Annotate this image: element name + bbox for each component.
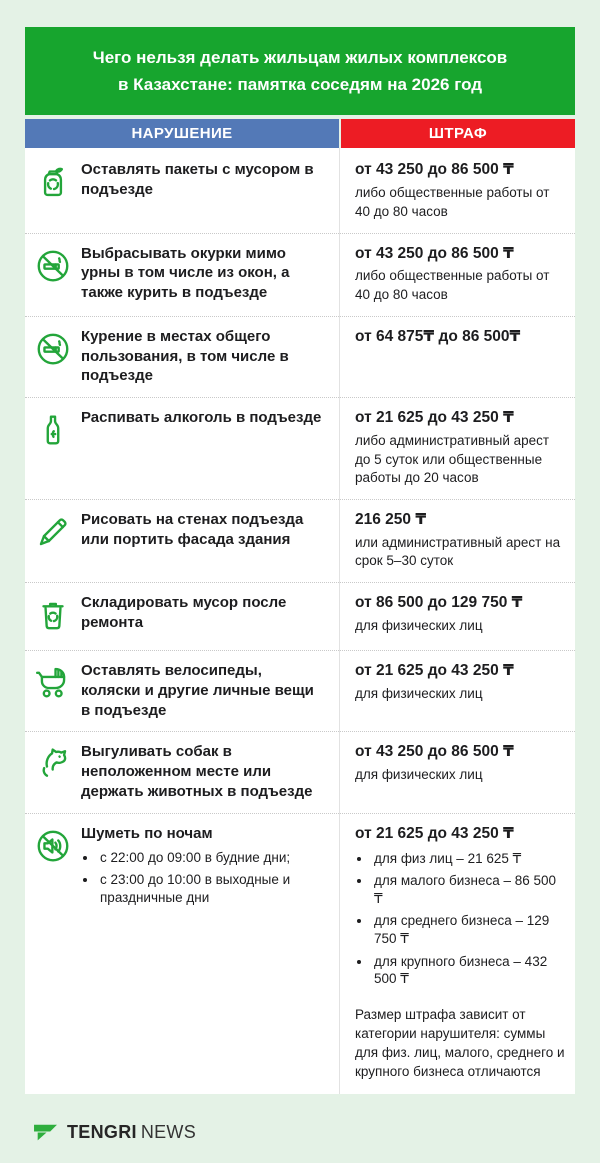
no-noise-icon xyxy=(34,827,72,870)
table-row xyxy=(25,150,575,232)
brand-name xyxy=(67,1122,196,1143)
no-smoking-icon xyxy=(34,247,72,290)
violation-text: Выгуливать собак в неположенном месте или держать животных в подъезде xyxy=(81,743,313,801)
stroller-icon xyxy=(34,664,72,707)
garbage-bag-icon xyxy=(34,163,72,206)
no-smoking-icon xyxy=(34,330,72,373)
table-row xyxy=(25,397,575,499)
pencil-icon xyxy=(34,513,72,556)
violation-icon-cell xyxy=(25,742,81,801)
brand-name-primary: TENGRI xyxy=(67,1122,137,1143)
violation-icon-cell xyxy=(25,824,81,1081)
violation-cell xyxy=(81,661,339,720)
footer xyxy=(25,1120,575,1145)
table-row xyxy=(25,813,575,1092)
table-row xyxy=(25,316,575,397)
fine-note: для физических лиц xyxy=(355,618,483,633)
violation-cell xyxy=(81,824,339,1081)
fine-amount: от 64 875₸ до 86 500₸ xyxy=(355,327,521,345)
fine-note: либо общественные работы от 40 до 80 часов xyxy=(355,268,550,303)
page-title-line2: в Казахстане: памятка соседям на 2026 год xyxy=(117,75,483,95)
violation-cell xyxy=(81,510,339,571)
violation-icon-cell xyxy=(25,593,81,639)
fine-amount: от 21 625 до 43 250 ₸ xyxy=(355,824,514,842)
fine-amount: от 21 625 до 43 250 ₸ xyxy=(355,662,514,680)
fine-bullet: • для среднего бизнеса – 129 750 ₸ xyxy=(372,912,565,947)
fine-note: либо общественные работы от 40 до 80 часов xyxy=(355,185,550,219)
table-row xyxy=(25,582,575,650)
fine-cell xyxy=(339,408,575,488)
table-row xyxy=(25,499,575,582)
violation-bullet: • с 23:00 до 10:00 в выходные и праздничные дни xyxy=(98,871,325,906)
fine-cell xyxy=(339,593,575,639)
page-title-line1: Чего нельзя делать жильцам жилых комплексов xyxy=(92,48,508,67)
violation-cell xyxy=(81,327,339,386)
fine-cell xyxy=(339,510,575,571)
violation-cell xyxy=(81,742,339,801)
column-header-violation: НАРУШЕНИЕ xyxy=(25,119,339,148)
fine-note: для физических лиц xyxy=(355,767,483,783)
violation-text: Оставлять велосипеды, коляски и другие личные вещи в подъезде xyxy=(81,662,314,719)
violation-bullet: • с 22:00 до 09:00 в будние дни; xyxy=(98,849,325,867)
table-row xyxy=(25,731,575,812)
violation-bullet-list xyxy=(98,849,325,907)
violation-text: Оставлять пакеты с мусором в подъезде xyxy=(81,161,314,199)
brand-name-secondary: NEWS xyxy=(140,1122,197,1143)
fine-note: либо административный арест до 5 суток или общественные работы до 20 часов xyxy=(355,433,550,486)
fine-bullet: • для физ лиц – 21 625 ₸ xyxy=(372,850,565,868)
violation-icon-cell xyxy=(25,160,81,221)
table-row xyxy=(25,233,575,316)
violation-cell xyxy=(81,244,339,305)
tengri-logo-icon xyxy=(33,1120,58,1145)
column-header-fine: ШТРАФ xyxy=(341,119,575,148)
violation-icon-cell xyxy=(25,244,81,305)
fine-extra-note: Размер штрафа зависит от категории нарушителя: суммы для физ. лиц, малого, среднего и крупного бизнеса отличаются xyxy=(355,1006,565,1080)
trash-bin-icon xyxy=(34,596,72,639)
fine-amount: от 43 250 до 86 500 ₸ xyxy=(355,244,514,262)
fine-cell xyxy=(339,661,575,720)
violation-cell xyxy=(81,408,339,488)
fine-amount: от 43 250 до 86 500 ₸ xyxy=(355,161,514,179)
fine-note: для физических лиц xyxy=(355,686,483,701)
bottle-icon xyxy=(34,411,72,454)
table-row xyxy=(25,650,575,731)
violation-cell xyxy=(81,593,339,639)
fine-amount: 216 250 ₸ xyxy=(355,510,427,528)
fine-cell xyxy=(339,824,575,1081)
fine-cell xyxy=(339,742,575,801)
fine-bullet: • для крупного бизнеса – 432 500 ₸ xyxy=(372,953,565,988)
violation-icon-cell xyxy=(25,510,81,571)
fine-amount: от 21 625 до 43 250 ₸ xyxy=(355,409,514,427)
fine-cell xyxy=(339,244,575,305)
violation-text: Распивать алкоголь в подъезде xyxy=(81,409,322,427)
fine-bullet-list xyxy=(372,850,565,988)
fine-bullet: • для малого бизнеса – 86 500 ₸ xyxy=(372,872,565,907)
violation-text: Складировать мусор после ремонта xyxy=(81,594,287,631)
violation-text: Шуметь по ночам xyxy=(81,824,213,842)
fine-cell xyxy=(339,327,575,386)
violations-table xyxy=(25,148,575,1094)
violation-icon-cell xyxy=(25,408,81,488)
violation-icon-cell xyxy=(25,661,81,720)
fine-amount: от 86 500 до 129 750 ₸ xyxy=(355,594,523,612)
violation-text: Курение в местах общего пользования, в том числе в подъезде xyxy=(81,327,289,385)
violation-text: Выбрасывать окурки мимо урны в том числе из окон, а также курить в подъезде xyxy=(81,244,290,302)
page-title xyxy=(25,27,575,115)
fine-amount: от 43 250 до 86 500 ₸ xyxy=(355,743,514,761)
violation-icon-cell xyxy=(25,327,81,386)
violation-cell xyxy=(81,160,339,221)
violation-text: Рисовать на стенах подъезда или портить фасада здания xyxy=(81,510,304,548)
fine-cell xyxy=(339,160,575,221)
dog-icon xyxy=(34,745,72,788)
table-header xyxy=(25,119,575,148)
violations-table-body xyxy=(25,150,575,1092)
fine-note: или административный арест на срок 5–30 суток xyxy=(355,534,561,569)
